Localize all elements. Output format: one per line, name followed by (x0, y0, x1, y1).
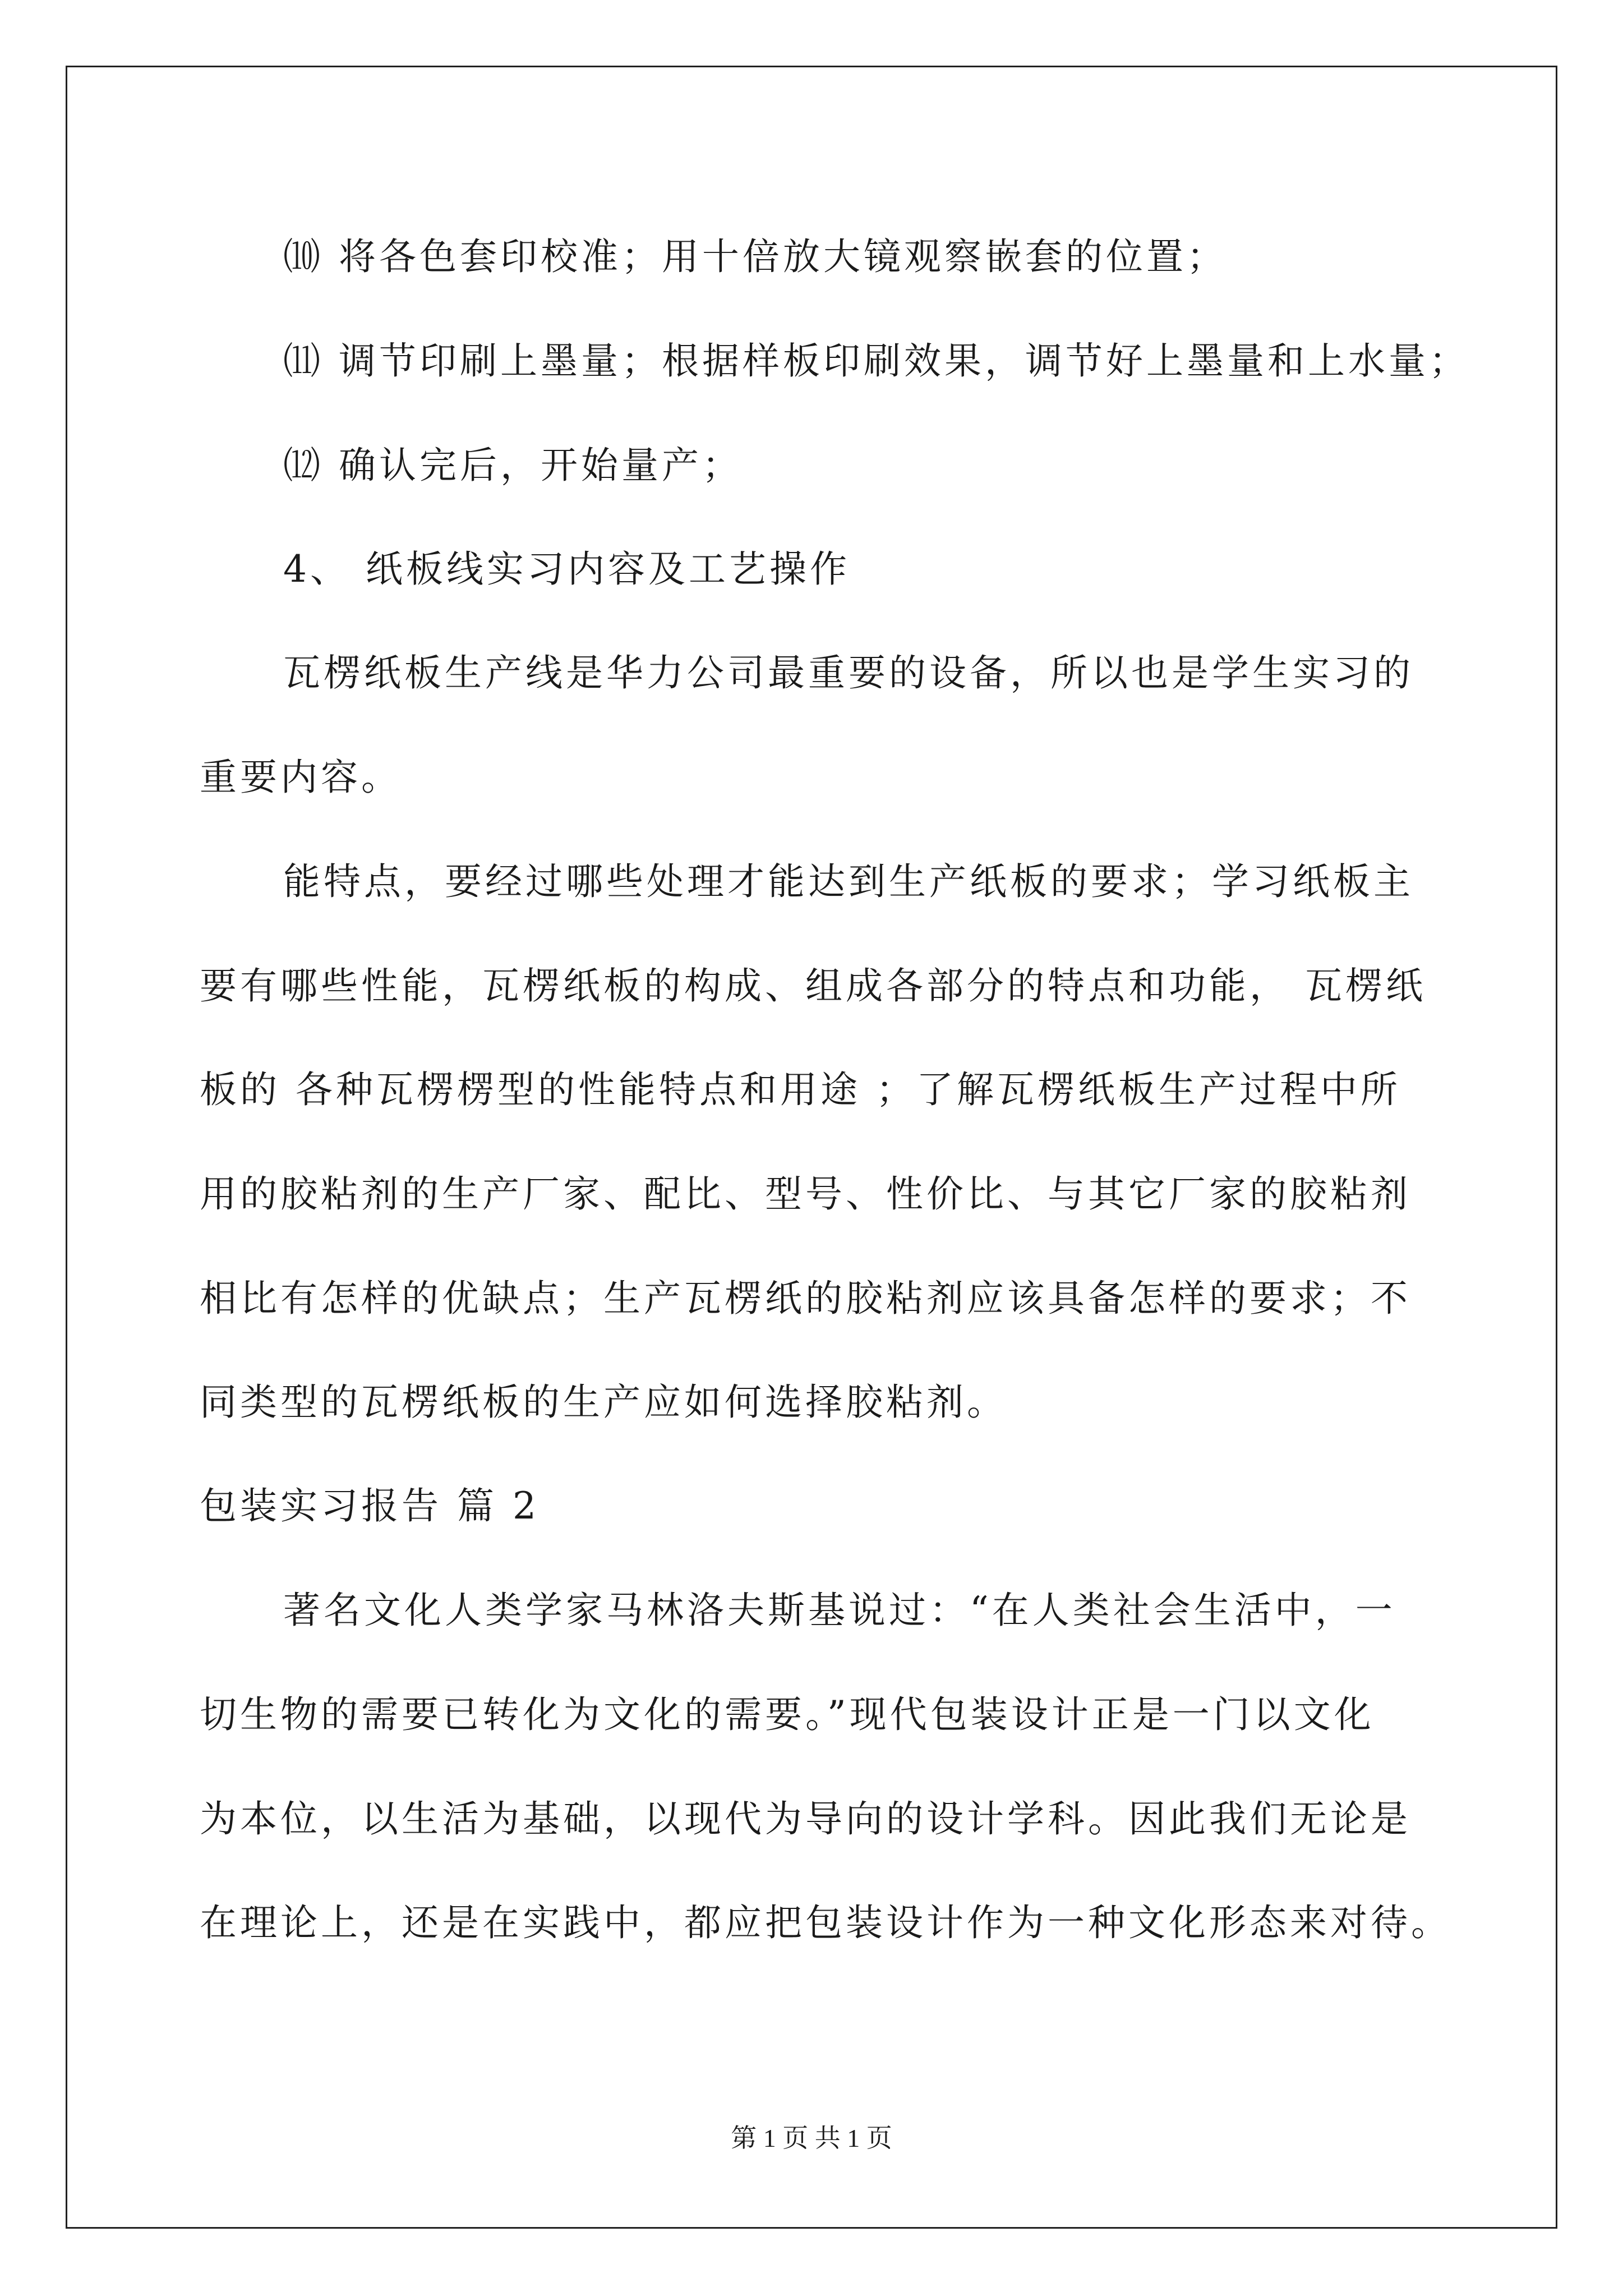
page-footer: 第 1 页 共 1 页 (731, 2124, 892, 2152)
step-10-line: ⑽ 将各色套印校准；用十倍放大镜观察嵌套的位置； (283, 235, 1227, 278)
paragraph-line: 相比有怎样的优缺点；生产瓦楞纸的胶粘剂应该具备怎样的要求；不 (200, 1277, 1411, 1320)
section-4-heading: 4、 纸板线实习内容及工艺操作 (283, 547, 850, 591)
paragraph-line: 要有哪些性能，瓦楞纸板的构成、组成各部分的特点和功能， 瓦楞纸 (200, 964, 1426, 1007)
paragraph-line: 切生物的需要已转化为文化的需要。”现代包装设计正是一门以文化 (200, 1693, 1375, 1736)
step-12-line: ⑿ 确认完后，开始量产； (283, 444, 743, 487)
paragraph-line: 瓦楞纸板生产线是华力公司最重要的设备，所以也是学生实习的 (283, 651, 1414, 694)
paragraph-line: 为本位，以生活为基础，以现代为导向的设计学科。因此我们无论是 (200, 1797, 1411, 1841)
paragraph-line: 能特点，要经过哪些处理才能达到生产纸板的要求；学习纸板主 (283, 860, 1414, 903)
paragraph-line: 板的 各种瓦楞楞型的性能特点和用途 ；了解瓦楞纸板生产过程中所 (200, 1068, 1401, 1111)
report-title-part-2: 包装实习报告 篇 2 (200, 1484, 540, 1527)
paragraph-line: 著名文化人类学家马林洛夫斯基说过：“在人类社会生活中，一 (283, 1589, 1396, 1632)
paragraph-line: 同类型的瓦楞纸板的生产应如何选择胶粘剂。 (200, 1381, 1007, 1424)
paragraph-line: 重要内容。 (200, 756, 402, 799)
step-11-line: ⑾ 调节印刷上墨量；根据样板印刷效果，调节好上墨量和上水量； (283, 339, 1469, 383)
paragraph-line: 在理论上，还是在实践中，都应把包装设计作为一种文化形态来对待。 (200, 1901, 1451, 1944)
paragraph-line: 用的胶粘剂的生产厂家、配比、型号、性价比、与其它厂家的胶粘剂 (200, 1172, 1411, 1216)
